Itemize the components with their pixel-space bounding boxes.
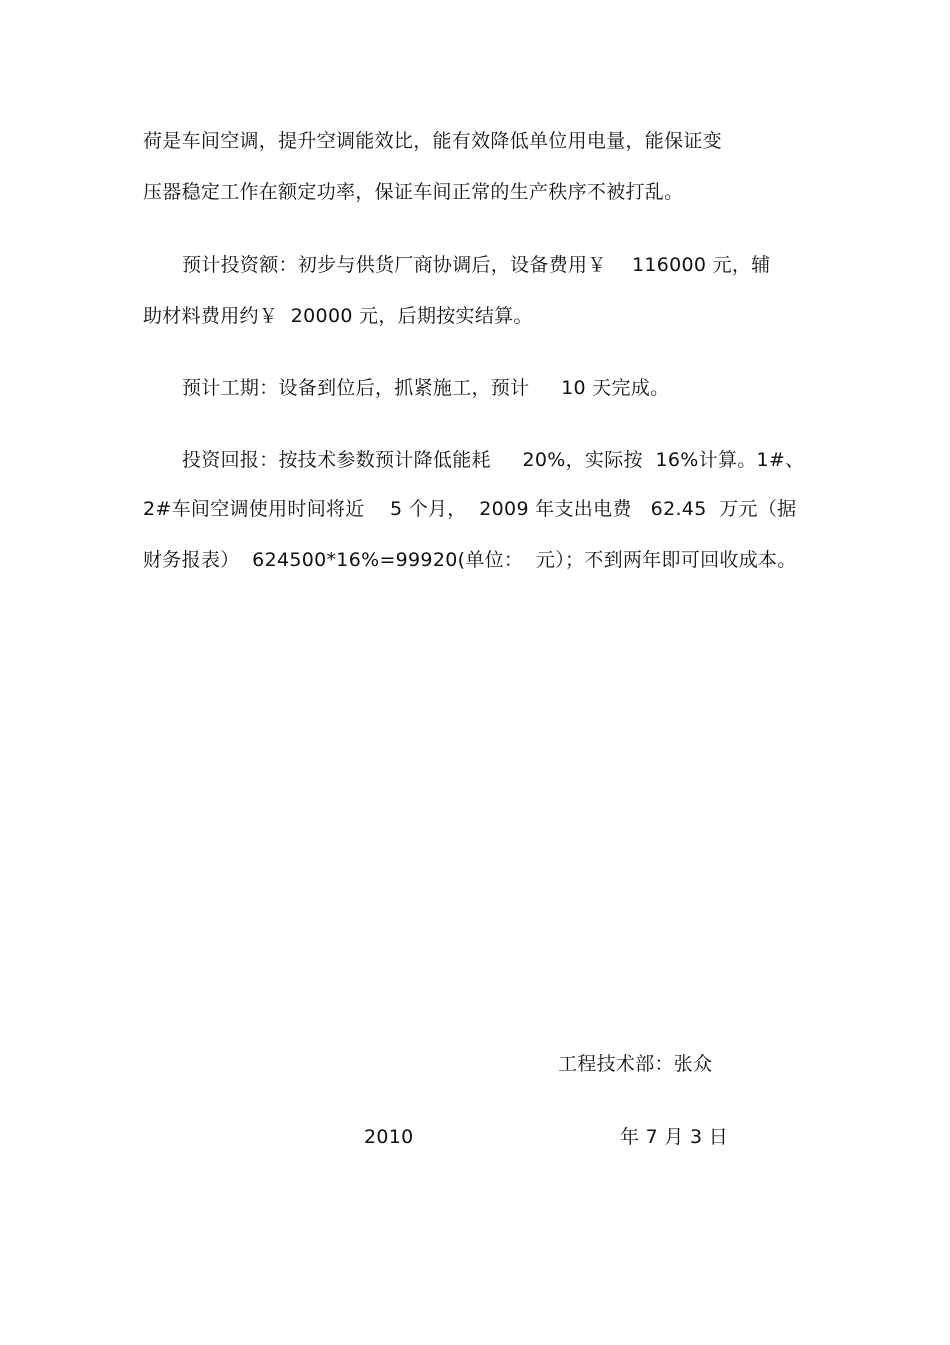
paragraph-line: 预计工期：设备到位后，抓紧施工，预计 10 天完成。 xyxy=(182,377,670,399)
paragraph-line: 助材料费用约￥ 20000 元，后期按实结算。 xyxy=(143,305,533,327)
paragraph-line: 2#车间空调使用时间将近 5 个月， 2009 年支出电费 62.45 万元（据 xyxy=(143,498,797,520)
paragraph-line: 荷是车间空调，提升空调能效比，能有效降低单位用电量，能保证变 xyxy=(143,130,723,152)
date-year: 2010 xyxy=(364,1126,414,1148)
date-rest: 年 7 月 3 日 xyxy=(620,1126,729,1148)
paragraph-line: 压器稳定工作在额定功率，保证车间正常的生产秩序不被打乱。 xyxy=(143,181,684,203)
paragraph-line: 预计投资额：初步与供货厂商协调后，设备费用￥ 116000 元，辅 xyxy=(182,254,771,276)
paragraph-line: 财务报表） 624500*16%=99920(单位： 元）；不到两年即可回收成本。 xyxy=(143,549,797,571)
paragraph-line: 投资回报：按技术参数预计降低能耗 20%，实际按 16%计算。1#、 xyxy=(182,449,805,471)
signature: 工程技术部：张众 xyxy=(558,1053,713,1075)
